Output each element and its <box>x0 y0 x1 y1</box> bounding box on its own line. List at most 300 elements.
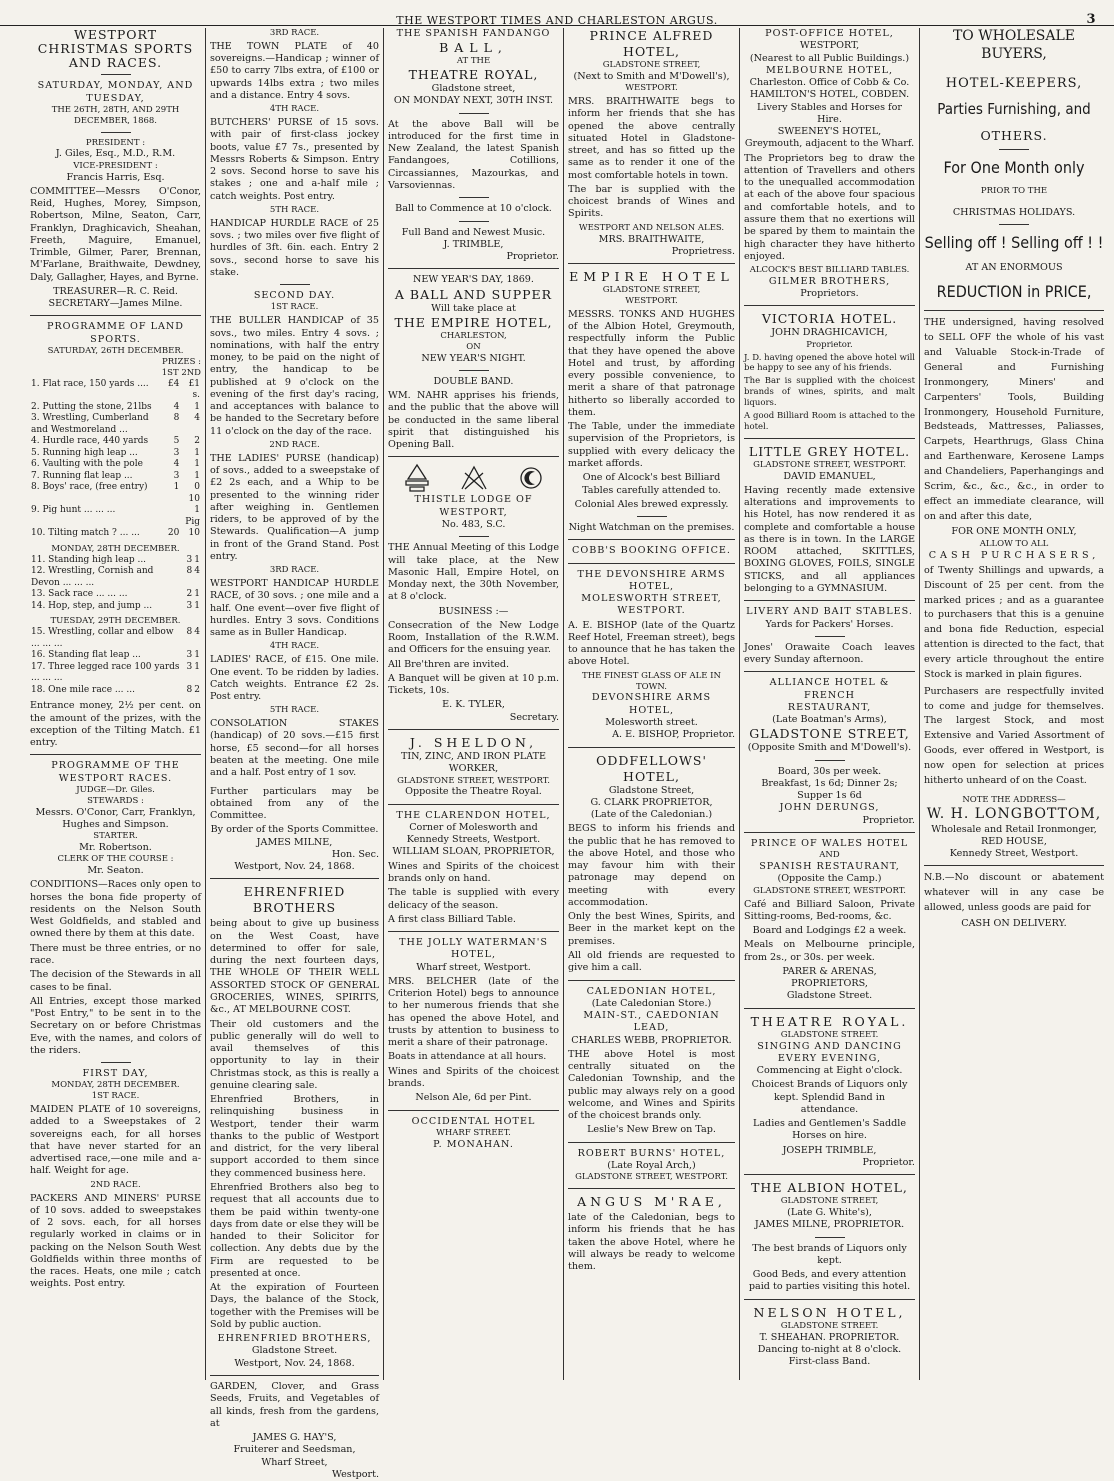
ball-date: ON MONDAY NEXT, 30TH INST. <box>393 95 554 107</box>
event-row <box>30 662 201 685</box>
by-order: By order of the Sports Committee. <box>210 824 379 836</box>
second-race-4-label: 4TH RACE. <box>269 641 320 652</box>
event-name: 16. Standing flat leap ... <box>31 650 141 661</box>
column-6 <box>920 28 1108 1380</box>
event-row <box>30 402 201 414</box>
one-month: For One Month only <box>943 157 1085 177</box>
for-one-month: FOR ONE MONTH ONLY, <box>951 526 1077 538</box>
divider <box>637 516 667 517</box>
victoria-p2: The Bar is supplied with the choicest brands of wines, spirits, and malt liquors. <box>744 376 915 409</box>
second-prize: 1 <box>194 459 200 470</box>
divider <box>568 1142 735 1143</box>
event-name: 6. Vaulting with the pole <box>31 459 143 470</box>
event-row <box>30 650 201 662</box>
livery-heading: LIVERY AND BAIT STABLES. <box>746 606 913 618</box>
robert-burns-heading: ROBERT BURNS' HOTEL, <box>577 1147 726 1159</box>
second-prize: 1 <box>194 589 200 600</box>
albion-milne: JAMES MILNE, PROPRIETOR. <box>754 1219 905 1231</box>
cafe: Café and Billiard Saloon, Private Sitting-rooms, Bed-rooms, &c. <box>744 898 915 922</box>
square-compass-icon <box>457 463 491 493</box>
sloan-table: The table is supplied with every delicacy of the season. <box>388 887 559 911</box>
hay-trade: Fruiterer and Seedsman, <box>233 1444 356 1456</box>
prince-alfred-ales: WESTPORT AND NELSON ALES. <box>578 222 725 233</box>
longbottom-p3: Purchasers are respectfully invited to come and judge for themselves. The largest Stock, and most Extensive and Varied Assortment of Goods, ever offered in Westport, is now open for selection at prices hitherto unheard of on the Coast. <box>924 685 1104 786</box>
choice-liquors: Choicest Brands of Liquors only kept. Splendid Band in attendance. <box>751 1079 908 1115</box>
divider <box>568 1188 735 1189</box>
treasurer: TREASURER—R. C. Reid. <box>53 285 178 297</box>
divider <box>924 865 1104 866</box>
jones-coach: Jones' Orawaite Coach leaves every Sunday afternoon. <box>744 641 915 666</box>
three-entries: There must be three entries, or no race. <box>30 942 201 967</box>
divider <box>388 1110 559 1111</box>
sloan: WILLIAM SLOAN, PROPRIETOR, <box>392 846 555 858</box>
thistle-lodge: THISTLE LODGE OF WESTPORT, <box>414 494 533 518</box>
masonic-emblems <box>388 462 559 494</box>
selling-off: Selling off ! Selling off ! ! <box>924 233 1104 253</box>
divider <box>744 671 915 672</box>
ehrenfried-sign: EHRENFRIED BROTHERS, <box>217 1333 372 1345</box>
decision: The decision of the Stewards in all cases to be final. <box>30 969 201 993</box>
race-2-label: 2ND RACE. <box>90 1179 141 1190</box>
jolly-heading: THE JOLLY WATERMAN'S <box>399 937 548 949</box>
angus-text: late of the Caledonian, begs to inform his friends that he has taken the above Hotel, where he will always be ready to welcome them. <box>568 1212 735 1273</box>
occidental-heading: OCCIDENTAL HOTEL <box>411 1115 536 1127</box>
saturday-date: SATURDAY, 26TH DECEMBER. <box>47 346 184 356</box>
victoria-heading: VICTORIA HOTEL. <box>761 311 898 327</box>
second-race-5-text: CONSOLATION STAKES (handicap) of 20 sovs.—£15 first horse, £5 second—for all horses beaten at the meeting. One mile and a half. Post entry of 1 sov. <box>210 718 379 779</box>
devonshire-heading: THE DEVONSHIRE ARMS HOTEL, <box>577 568 726 592</box>
occidental-street: WHARF STREET. <box>436 1127 511 1138</box>
first-prize: 3 <box>186 661 193 672</box>
second-race-1-label: 1ST RACE. <box>270 302 319 313</box>
empire-heading: EMPIRE HOTEL <box>569 269 734 285</box>
judge: JUDGE—Dr. Giles. <box>76 784 155 795</box>
clerk-label: CLERK OF THE COURSE : <box>57 854 174 865</box>
divider <box>101 74 131 75</box>
nelson-band: First-class Band. <box>788 1356 871 1368</box>
second-prize: 1 <box>194 600 200 611</box>
little-grey-heading: LITTLE GREY HOTEL. <box>748 443 911 459</box>
mitre-emblem-icon <box>400 463 434 493</box>
on-label: ON <box>466 341 481 352</box>
tyler: E. K. TYLER, <box>442 699 505 711</box>
second-prize: 0 10 <box>188 482 200 504</box>
nelson-street: GLADSTONE STREET. <box>780 1320 879 1331</box>
divider <box>210 878 379 879</box>
ehrenfried-p4: Ehrenfried Brothers also beg to request that all accounts due to them be paid within twenty-one days from date or else they will be handed to their Solicitor for collection. Any debts due by the Firm are requested to be presented at once. <box>210 1181 379 1279</box>
divider <box>280 284 310 285</box>
proprietors-text: The Proprietors beg to draw the attention of Travellers and others to the unequalled accommodation at each of the above four spacious and comfortable hotels, and to assure them that no exertions will be spared by them to maintain the high character they have hitherto enjoyed. <box>744 152 915 262</box>
further-particulars: Further particulars may be obtained from any of the Committee. <box>210 785 379 822</box>
draghicavich-title: Proprietor. <box>806 339 853 350</box>
second-day: SECOND DAY. <box>253 290 336 302</box>
second-prize: 4 <box>194 627 200 638</box>
vice-label: VICE-PRESIDENT : <box>73 160 158 171</box>
parer-street: Gladstone Street. <box>786 990 873 1002</box>
sweeney-text: Greymouth, adjacent to the Wharf. <box>744 138 915 150</box>
post-office-near: (Nearest to all Public Buildings.) <box>749 52 910 64</box>
hamilton-text: Livery Stables and Horses for Hire. <box>757 101 902 125</box>
prince-alfred-bar: The bar is supplied with the choicest brands of Wines and Spirits. <box>568 183 735 220</box>
theatre-heading: THEATRE ROYAL, <box>408 67 539 83</box>
entrance-money: Entrance money, 2½ per cent. on the amount of the prizes, with the exception of the Tilting Match. £1 entry. <box>30 700 201 749</box>
vice-president: Francis Harris, Esq. <box>66 171 165 183</box>
divider <box>388 268 559 269</box>
column-3 <box>384 28 564 1380</box>
first-prize: 8 <box>186 684 193 695</box>
event-row <box>30 627 201 650</box>
derungs: JOHN DERUNGS, <box>779 802 880 814</box>
new-years-night: NEW YEAR'S NIGHT. <box>421 352 526 364</box>
saturday-events <box>30 379 201 540</box>
event-name: 12. Wrestling, Cornish and Devon ... ... ... <box>31 566 154 588</box>
joseph-trimble: JOSEPH TRIMBLE, <box>782 1144 877 1156</box>
clark: G. CLARK PROPRIETOR, <box>590 796 713 808</box>
longbottom-p2: of Twenty Shillings and upwards, a Discount of 25 per cent. from the marked prices ; and as a guarantee to purchasers that this is a genuine and bona fide Reduction, especial attention is directed to the fact, that every article throughout the entire Stock is marked in plain figures. <box>924 564 1104 680</box>
hay-street: Wharf Street, <box>261 1456 328 1468</box>
brethren: All Bre'thren are invited. <box>388 658 510 670</box>
nb-note: N.B.—No discount or abatement whatever will in any case be allowed, unless goods are paid for <box>924 872 1104 914</box>
sheldon-worker: WORKER, <box>448 763 499 775</box>
ball-commence: Ball to Commence at 10 o'clock. <box>395 203 552 215</box>
bishop-proprietor: A. E. BISHOP, Proprietor. <box>612 729 735 741</box>
ehrenfried-p2: Their old customers and the public generally will do well to avail themselves of this opportunity to lay in their Christmas stock, as this is really a genuine clearing sale. <box>210 1018 379 1091</box>
first-prize: 5 <box>173 436 180 447</box>
event-name: 4. Hurdle race, 440 yards <box>31 436 149 447</box>
sports-heading: WESTPORT CHRISTMAS SPORTS AND RACES. <box>37 27 194 70</box>
second-prize: 4 <box>194 413 200 424</box>
clark-late: (Late of the Caledonian.) <box>590 809 713 821</box>
column-4 <box>564 28 740 1380</box>
ehrenfried-address: Gladstone Street. <box>251 1345 338 1357</box>
leslie: Leslie's New Brew on Tap. <box>587 1124 716 1136</box>
and-label: AND <box>819 850 840 861</box>
banquet: A Banquet will be given at 10 p.m. Tickets, 10s. <box>388 672 559 697</box>
event-row <box>30 589 201 601</box>
divider <box>744 1008 915 1009</box>
albion-late: (Late G. White's), <box>787 1207 872 1219</box>
draghicavich: JOHN DRAGHICAVICH, <box>771 327 888 339</box>
oddfellows-only: Only the best Wines, Spirits, and Beer in the market kept on the premises. <box>568 911 735 947</box>
board-lodgings: Board and Lodgings £2 a week. <box>752 925 907 937</box>
eight-oclock: Commencing at Eight o'clock. <box>756 1065 903 1077</box>
ball-heading: BALL, <box>439 40 508 56</box>
hotel-keepers: HOTEL-KEEPERS, <box>945 75 1083 91</box>
event-name: 17. Three legged race 100 yards ... ... ... <box>31 661 180 684</box>
divider <box>30 754 201 755</box>
race-5-text: HANDICAP HURDLE RACE of 25 sovs. ; two miles over five flight of hurdles of 3ft. 6in. each. Entry 2 sovs., second horse to save his stake. <box>210 217 379 278</box>
column-1 <box>26 28 206 1380</box>
first-prize: 20 <box>167 528 180 539</box>
empire-table: The Table, under the immediate supervision of the Proprietors, is supplied with every delicacy the market affords. <box>568 421 735 470</box>
second-prize: 4 <box>194 566 200 577</box>
alliance-restaurant: RESTAURANT, <box>787 701 872 713</box>
event-row <box>30 436 201 448</box>
prior-to: PRIOR TO THE <box>980 186 1048 197</box>
divider <box>999 224 1029 225</box>
devonshire-street: MOLESWORTH STREET, WESTPORT. <box>581 593 722 617</box>
every-evening: EVERY EVENING, <box>777 1052 882 1064</box>
secretary: SECRETARY—James Milne. <box>48 298 183 310</box>
second-race-2-text: THE LADIES' PURSE (handicap) of sovs., added to a sweepstake of £2 2s each, and a Whip to be presented to the winning rider after weighing in. Gentlemen riders, to be approved of by the Stewards. Qualification—A jump in front of the Grand Stand. Post entry. <box>210 452 379 562</box>
ehrenfried-p5: At the expiration of Fourteen Days, the balance of the Stock, together with the Premises will be Sold by public auction. <box>210 1282 379 1330</box>
post-office-heading: POST-OFFICE HOTEL, <box>765 28 894 39</box>
divider <box>568 747 735 748</box>
albion-heading: THE ALBION HOTEL, <box>751 1180 908 1196</box>
christmas-holidays: CHRISTMAS HOLIDAYS. <box>952 206 1076 218</box>
first-prize: 3 <box>186 600 193 611</box>
signatory: JAMES MILNE, <box>256 836 333 848</box>
monday-events <box>30 555 201 613</box>
albion-beds: Good Beds, and every attention paid to parties visiting this hotel. <box>748 1269 911 1293</box>
event-row <box>30 379 201 402</box>
event-row <box>30 448 201 460</box>
event-name: 9. Pig hunt ... ... ... <box>31 505 116 516</box>
theatre-royal-street: GLADSTONE STREET. <box>780 1029 879 1040</box>
lodge-number: No. 483, S.C. <box>441 519 506 530</box>
second-prize: 1 <box>194 554 200 565</box>
divider <box>459 370 489 371</box>
event-name: 7. Running flat leap ... <box>31 470 133 481</box>
event-name: 1. Flat race, 150 yards .... <box>31 378 149 389</box>
allow-to-all: ALLOW TO ALL <box>979 538 1049 549</box>
parer: PARER & ARENAS, PROPRIETORS, <box>782 965 877 990</box>
sports-days: SATURDAY, MONDAY, AND TUESDAY, <box>37 80 194 104</box>
prizes-label: PRIZES : <box>162 356 201 367</box>
conditions: CONDITIONS—Races only open to horses the bona fide property of residents on the Nelson South West Goldfields, and stabled and owned there by them at this date. <box>30 879 201 940</box>
divider <box>568 980 735 981</box>
event-row <box>30 459 201 471</box>
prince-alfred-heading: PRINCE ALFRED HOTEL, <box>589 28 714 59</box>
cash-purchasers: CASH PURCHASERS, <box>928 549 1100 561</box>
ehrenfried-heading: EHRENFRIED BROTHERS <box>243 884 346 916</box>
crescent-star-icon <box>514 463 548 493</box>
victoria-p3: A good Billiard Room is attached to the hotel. <box>744 410 915 432</box>
first-prize: 4 <box>173 401 180 412</box>
divider <box>101 132 131 133</box>
empire-westport: WESTPORT. <box>625 295 678 306</box>
sweeney: SWEENEY'S HOTEL, <box>777 126 882 138</box>
first-prize: 3 <box>186 554 193 565</box>
oddfellows-old: All old friends are requested to give him a call. <box>568 950 735 974</box>
first-prize: 8 <box>173 413 180 424</box>
divider <box>999 149 1029 150</box>
second-race-3-label: 3RD RACE. <box>269 565 320 576</box>
nelson-ale: Nelson Ale, 6d per Pint. <box>415 1092 532 1104</box>
jolly-street: Wharf street, Westport. <box>416 961 531 973</box>
emanuel: DAVID EMANUEL, <box>783 470 876 482</box>
divider <box>744 438 915 439</box>
land-sports-heading: PROGRAMME OF LAND SPORTS. <box>46 321 184 345</box>
alliance-street: GLADSTONE STREET, <box>749 726 910 742</box>
first-prize: £4 <box>167 378 180 389</box>
second-prize: 1 <box>194 470 200 481</box>
robert-burns-street: GLADSTONE STREET, WESTPORT. <box>575 1172 728 1183</box>
ball-supper: A BALL AND SUPPER <box>394 286 553 302</box>
proprietor: Proprietor. <box>506 251 559 263</box>
others: OTHERS. <box>980 127 1048 143</box>
emanuel-text: Having recently made extensive alterations and improvements to his Hotel, has now rendered it as complete and comfortable a house as there is in town. In the LARGE ROOM attached, SKITTLES, BOXING GLOVES, FOILS, SINGLE STICKS, and all appliances belonging to a GYMNASIUM. <box>744 484 915 594</box>
sloan-billiard: A first class Billiard Table. <box>388 913 516 925</box>
race-4-label: 4TH RACE. <box>269 104 320 115</box>
divider <box>210 1375 379 1376</box>
oddfellows-text: BEGS to inform his friends and the public that he has removed to the above Hotel, and those who may favour him with their patronage may depend on meeting with every accommodation. <box>568 823 735 908</box>
race-5-label: 5TH RACE. <box>269 204 320 215</box>
divider <box>568 263 735 264</box>
prince-wales-heading: PRINCE OF WALES HOTEL <box>750 837 909 849</box>
parties-furnishing: Parties Furnishing, and <box>937 100 1091 119</box>
committee: COMMITTEE—Messrs O'Conor, Reid, Hughes, Morey, Simpson, Robertson, Milne, Seaton, Carr, Franklyn, Draghicavich, Sheahan, Freeth, Maguire, Emanuel, Trimble, Gilmer, Parer, Brennan, M'Farlane, Braithwaite, Dewdney, Daly, Gallagher, Hayes, and Byrne. <box>30 185 201 283</box>
reduction: REDUCTION in PRICE, <box>936 281 1092 301</box>
trimble: J. TRIMBLE, <box>443 238 504 250</box>
proprietress: Proprietress. <box>671 245 735 257</box>
double-band: DOUBLE BAND. <box>433 375 514 387</box>
ehrenfried-p1: being about to give up business on the West Coast, have determined to offer for sale, during the next fourteen days, THE WHOLE OF THEIR WELL ASSORTED STOCK OF GENERAL GROCERIES, WINES, SPIRITS, &c., AT MELBOURNE COST. <box>210 918 379 1016</box>
first-prize: 2 <box>186 589 193 600</box>
divider <box>388 456 559 457</box>
hay-name: JAMES G. HAY'S, <box>252 1432 337 1444</box>
divider <box>815 1237 845 1238</box>
alliance-board: Board, 30s per week. <box>777 765 882 777</box>
event-name: 13. Sack race ... ... ... <box>31 589 128 600</box>
first-prize: 1 <box>173 482 180 493</box>
joseph-trimble-title: Proprietor. <box>862 1156 915 1168</box>
second-race-1-text: THE BULLER HANDICAP of 35 sovs., two miles. Entry 4 sovs. ; nominations, with half the entry money, to be paid on the night of entry, the handicap to be published at 9 o'clock on the evening of the first day's racing, and acceptances with balance to be handed to the Secretary before 11 o'clock on the day of the race. <box>210 315 379 437</box>
ehrenfried-p3: Ehrenfried Brothers, in relinquishing business in Westport, tender their warm thanks to the public of Westport and district, for the very liberal support accorded to them since they commenced business here. <box>210 1094 379 1179</box>
divider <box>459 197 489 198</box>
longbottom-p1: THE undersigned, having resolved to SELL OFF the whole of his vast and Valuable Stock-in-Trade of General and Furnishing Ironmongery, Miners' and Carpenters' Tools, Building Ironmongery, Household Furniture, Bedsteads, Mattresses, Paliasses, Carpets, Hearthrugs, Glass China and Earthenware, Kerosene Lamps and Chandeliers, Paperhangings and Scrim, &c., &c., &c., in order to effect an immediate clearance, will on and after this date, <box>924 317 1104 522</box>
starter: Mr. Robertson. <box>79 842 152 854</box>
divider <box>101 1062 131 1063</box>
masthead <box>0 0 1114 26</box>
divider <box>815 636 845 637</box>
hay-town: Westport. <box>332 1468 379 1480</box>
sheldon-heading: J. SHELDON, <box>409 734 538 750</box>
page-number: 3 <box>1086 12 1096 27</box>
event-name: 5. Running high leap ... <box>31 447 138 458</box>
divider <box>744 600 915 601</box>
divider <box>388 729 559 730</box>
event-row <box>30 566 201 589</box>
race-3-label: 3RD RACE. <box>269 28 320 38</box>
event-name: 10. Tilting match ? ... ... <box>31 528 140 539</box>
alliance-heading: ALLIANCE HOTEL & FRENCH <box>769 677 890 701</box>
caledonian-heading: CALEDONIAN HOTEL, <box>586 985 717 997</box>
monahan: P. MONAHAN. <box>433 1138 514 1150</box>
hamilton: HAMILTON'S HOTEL, COBDEN. <box>749 89 910 101</box>
first-prize: 8 <box>186 627 193 638</box>
divider <box>744 1174 915 1175</box>
boats: Boats in attendance at all hours. <box>388 1051 547 1063</box>
fandango-heading: THE SPANISH FANDANGO <box>396 28 551 39</box>
devonshire-2-street: Molesworth street. <box>605 717 698 729</box>
divider <box>459 113 489 114</box>
prince-alfred-street: GLADSTONE STREET, <box>602 60 701 70</box>
president: J. Giles, Esq., M.D., R.M. <box>55 148 176 160</box>
divider <box>744 1299 915 1300</box>
melbourne-meals: Meals on Melbourne principle, from 2s., or 30s. per week. <box>744 939 915 963</box>
first-prize <box>167 505 180 528</box>
page-columns <box>26 27 1108 1480</box>
longbottom-name: W. H. LONGBOTTOM, <box>926 805 1102 822</box>
prize-columns: 1ST 2ND <box>161 367 201 378</box>
signatory-title: Hon. Sec. <box>331 848 379 860</box>
annual-meeting: THE Annual Meeting of this Lodge will take place, at the New Masonic Hall, Empire Hotel, on Monday next, the 30th November, at 8 o'clock. <box>388 542 559 603</box>
second-prize: 10 <box>188 528 200 539</box>
sheahan: T. SHEAHAN. PROPRIETOR. <box>759 1331 900 1343</box>
second-prize: 2 <box>194 436 200 447</box>
cobb-office: COBB'S BOOKING OFFICE. <box>572 545 731 557</box>
alliance-meals: Breakfast, 1s 6d; Dinner 2s; Supper 1s 6d <box>761 777 898 802</box>
race-1-label: 1ST RACE. <box>91 1091 140 1102</box>
melbourne-heading: MELBOURNE HOTEL, <box>765 64 894 76</box>
second-race-2-label: 2ND RACE. <box>269 439 320 450</box>
first-day-date: MONDAY, 28TH DECEMBER. <box>51 1080 180 1091</box>
webb: CHARLES WEBB, PROPRIETOR. <box>571 1034 732 1046</box>
event-name: 14. Hop, step, and jump ... <box>31 600 153 611</box>
event-name: 3. Wrestling, Cumberland and Westmoreland ... <box>31 413 149 435</box>
prince-wales-street: GLADSTONE STREET, WESTPORT. <box>753 885 906 896</box>
caledonian-late: (Late Caledonian Store.) <box>591 997 712 1009</box>
column-5 <box>740 28 920 1380</box>
braithwaite: MRS. BRAITHWAITE, <box>598 233 705 245</box>
prince-alfred-next: (Next to Smith and M'Dowell's), <box>573 70 730 82</box>
tyler-title: Secretary. <box>509 711 559 723</box>
opposite-camp: (Opposite the Camp.) <box>777 873 882 885</box>
tuesday-events <box>30 627 201 696</box>
jolly-hotel: HOTEL, <box>450 949 497 961</box>
bishop-text: A. E. BISHOP (late of the Quartz Reef Hotel, Freeman street), begs to announce that he has taken the above Hotel. <box>568 619 735 668</box>
starter-label: STARTER. <box>93 831 138 842</box>
event-row <box>30 505 201 528</box>
second-race-4-text: LADIES' RACE, of £15. One mile. One event. To be ridden by ladies. Catch weights. Entrance £2 2s. Post entry. <box>210 654 379 703</box>
sheldon-street: GLADSTONE STREET, WESTPORT. <box>397 775 550 786</box>
clarendon-heading: THE CLARENDON HOTEL, <box>396 809 551 821</box>
event-row <box>30 555 201 567</box>
event-name: 2. Putting the stone, 21lbs <box>31 401 152 412</box>
note-address: NOTE THE ADDRESS— <box>962 794 1066 805</box>
divider <box>388 804 559 805</box>
oddfellows-heading: ODDFELLOWS' HOTEL, <box>596 752 707 784</box>
charleston: CHARLESTON, <box>440 330 507 341</box>
second-prize: £1 s. <box>188 378 200 401</box>
event-name: 18. One mile race ... ... <box>31 684 135 695</box>
divider <box>459 536 489 537</box>
divider <box>388 931 559 932</box>
little-grey-street: GLADSTONE STREET, WESTPORT. <box>753 459 906 470</box>
tuesday-date: TUESDAY, 29TH DECEMBER. <box>50 616 181 627</box>
first-prize: 8 <box>186 566 193 577</box>
first-prize: 3 <box>173 447 180 458</box>
empire-text: MESSRS. TONKS AND HUGHES of the Albion Hotel, Greymouth, respectfully inform the Public that they have opened the above Hotel and trust, by affording every possible convenience, to merit a share of that patronage hitherto so liberally accorded to them. <box>568 308 735 418</box>
alliance-late: (Late Boatman's Arms), <box>772 714 887 726</box>
event-name: 11. Standing high leap ... <box>31 554 147 565</box>
divider <box>459 221 489 222</box>
divider <box>568 539 735 540</box>
sheldon-opposite: Opposite the Theatre Royal. <box>405 786 542 798</box>
races-heading: PROGRAMME OF THE WESTPORT RACES. <box>51 760 180 784</box>
second-prize: 1 <box>194 447 200 458</box>
prince-alfred-westport: WESTPORT. <box>625 83 678 94</box>
sheldon-trade: TIN, ZINC, AND IRON PLATE <box>400 750 547 762</box>
race-1-text: MAIDEN PLATE of 10 sovereigns, added to a Sweepstakes of 2 sovereigns each, for all horses that have never started for an advertised race,—one mile and a-half. Weight for age. <box>30 1104 201 1177</box>
stewards: Messrs. O'Conor, Carr, Franklyn, Hughes and Simpson. <box>35 806 196 830</box>
event-row <box>30 528 201 540</box>
business-label: BUSINESS :— <box>438 605 509 617</box>
post-office-westport: WESTPORT, <box>799 40 860 52</box>
theatre-street: Gladstone street, <box>431 83 516 95</box>
event-row <box>30 685 201 697</box>
